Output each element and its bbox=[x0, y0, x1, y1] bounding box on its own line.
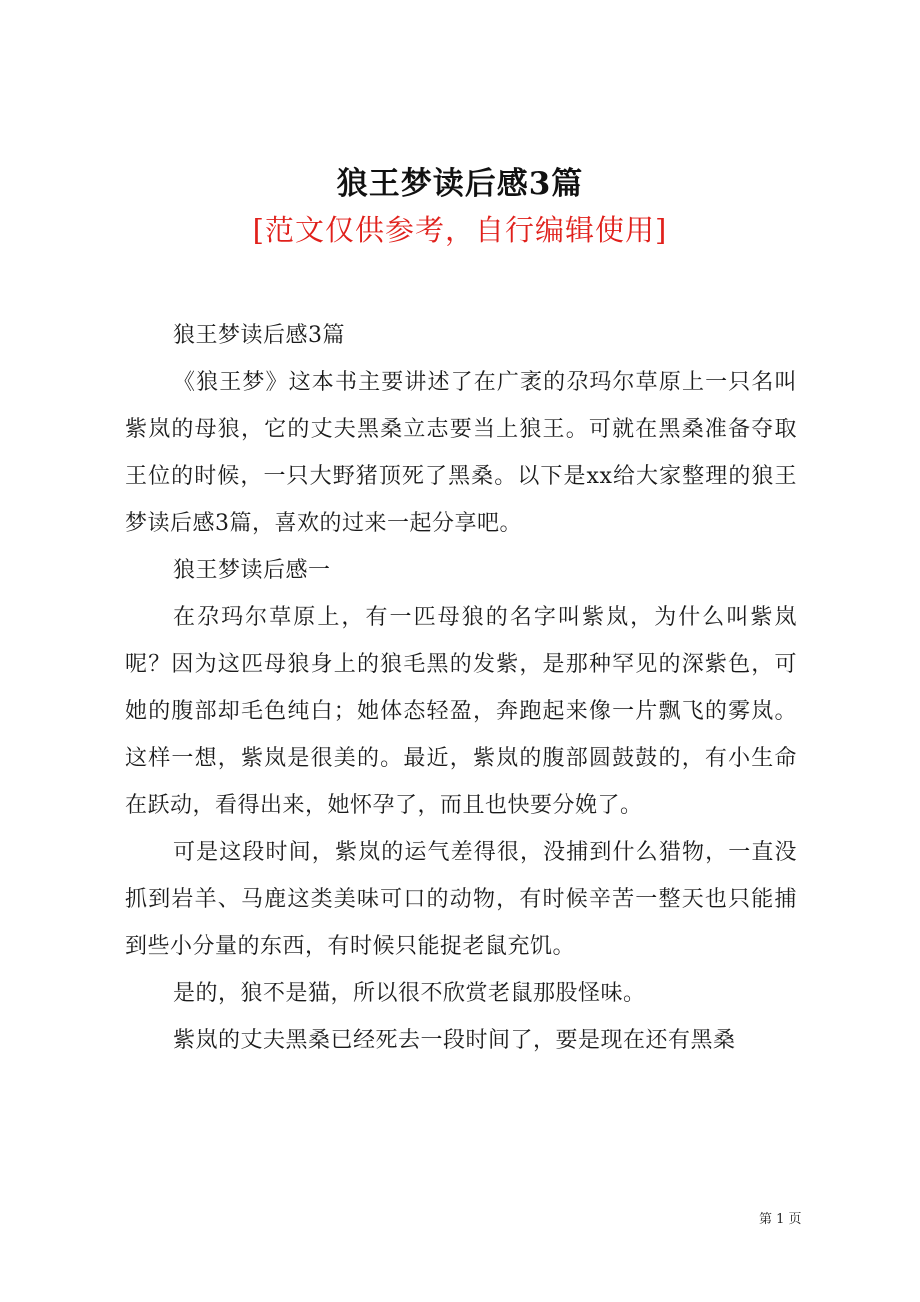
body-heading: 狼王梦读后感3篇 bbox=[173, 323, 345, 348]
section-heading: 狼王梦读后感一 bbox=[173, 558, 331, 583]
body-paragraph: 紫岚的丈夫黑桑已经死去一段时间了，要是现在还有黑桑 bbox=[173, 1028, 736, 1053]
document-title: 狼王梦读后感3篇 bbox=[336, 166, 584, 202]
page-number: 第 1 页 bbox=[759, 1212, 802, 1227]
body-paragraph: 《狼王梦》这本书主要讲述了在广袤的尕玛尔草原上一只名叫紫岚的母狼，它的丈夫黑桑立志要当上狼王。可就在黑桑准备夺取王位的时候，一只大野猪顶死了黑桑。以下是xx给大家整理的狼王梦读后感3篇，喜欢的过来一起分享吧。 bbox=[125, 370, 797, 536]
document-body bbox=[125, 312, 797, 1064]
body-paragraph: 是的，狼不是猫，所以很不欣赏老鼠那股怪味。 bbox=[173, 981, 646, 1006]
body-paragraph: 在尕玛尔草原上，有一匹母狼的名字叫紫岚，为什么叫紫岚呢？因为这匹母狼身上的狼毛黑的发紫，是那种罕见的深紫色，可她的腹部却毛色纯白；她体态轻盈，奔跑起来像一片飘飞的雾岚。这样一想，紫岚是很美的。最近，紫岚的腹部圆鼓鼓的，有小生命在跃动，看得出来，她怀孕了，而且也快要分娩了。 bbox=[125, 605, 797, 818]
document-subtitle: [范文仅供参考，自行编辑使用] bbox=[252, 213, 668, 247]
body-paragraph: 可是这段时间，紫岚的运气差得很，没捕到什么猎物，一直没抓到岩羊、马鹿这类美味可口的动物，有时候辛苦一整天也只能捕到些小分量的东西，有时候只能捉老鼠充饥。 bbox=[125, 840, 797, 959]
